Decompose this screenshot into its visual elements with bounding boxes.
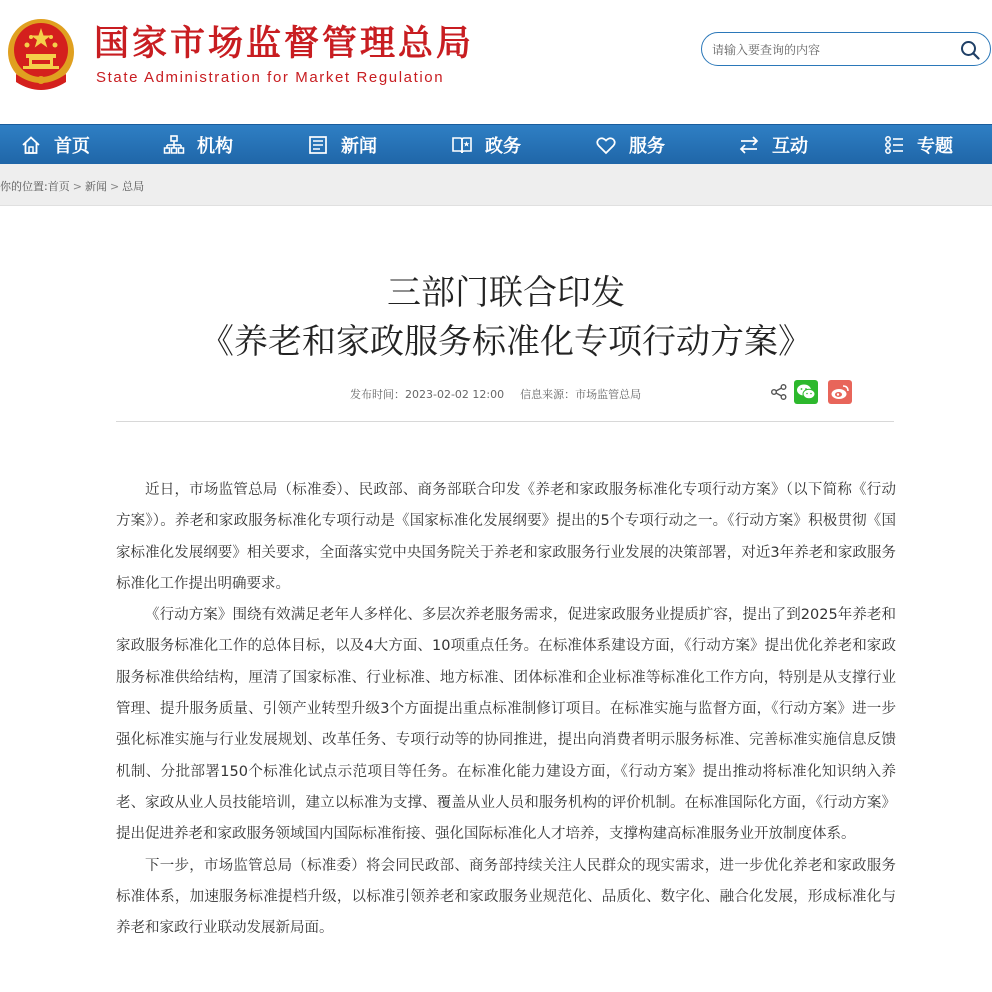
title-divider bbox=[116, 421, 894, 422]
publish-time: 发布时间：2023-02-02 12:00 bbox=[350, 388, 505, 401]
nav-label: 机构 bbox=[197, 136, 233, 157]
news-icon bbox=[307, 134, 329, 156]
national-emblem-icon[interactable] bbox=[6, 16, 76, 94]
weibo-share-button[interactable] bbox=[828, 380, 852, 404]
article-paragraph: 下一步，市场监管总局（标准委）将会同民政部、商务部持续关注人民群众的现实需求，进一步优化养老和家政服务标准体系，加速服务标准提档升级，以标准引领养老和家政服务业规范化、品质化、数字化、融合化发展，形成标准化与养老和家政行业联动发展新局面。 bbox=[116, 857, 896, 937]
breadcrumb-separator: > bbox=[72, 180, 82, 193]
breadcrumb-home[interactable]: 首页 bbox=[47, 180, 70, 193]
article-title-line2: 《养老和家政服务标准化专项行动方案》 bbox=[200, 322, 812, 362]
site-title[interactable]: 国家市场监督管理总局 bbox=[94, 24, 475, 64]
nav-label: 新闻 bbox=[341, 136, 377, 157]
nav-label: 专题 bbox=[917, 136, 953, 157]
nav-label: 互动 bbox=[772, 136, 808, 157]
nav-item-news[interactable] bbox=[307, 125, 377, 165]
article-body bbox=[116, 475, 896, 944]
search-box bbox=[701, 32, 991, 66]
breadcrumb bbox=[0, 178, 144, 194]
breadcrumb-hq[interactable]: 总局 bbox=[122, 180, 145, 193]
wechat-share-button[interactable] bbox=[794, 380, 818, 404]
breadcrumb-bar bbox=[0, 164, 992, 206]
article-meta bbox=[350, 386, 641, 402]
info-source: 信息来源：市场监管总局 bbox=[520, 388, 642, 401]
nav-item-home[interactable] bbox=[20, 125, 90, 165]
breadcrumb-prefix: 你的位置: bbox=[0, 180, 48, 193]
article-paragraph: 近日，市场监管总局（标准委）、民政部、商务部联合印发《养老和家政服务标准化专项行动方案》（以下简称《行动方案》）。养老和家政服务标准化专项行动是《国家标准化发展纲要》提出的5个专项行动之一。《行动方案》积极贯彻《国家标准化发展纲要》相关要求，全面落实党中央国务院关于养老和家政服务行业发展的决策部署，对近3年养老和家政服务标准化工作提出明确要求。 bbox=[116, 482, 896, 592]
nav-item-interact[interactable] bbox=[738, 125, 808, 165]
share-bar bbox=[770, 379, 852, 405]
nav-item-topic[interactable] bbox=[883, 125, 953, 165]
site-header bbox=[0, 0, 992, 124]
heart-icon bbox=[595, 134, 617, 156]
search-icon[interactable] bbox=[960, 40, 980, 60]
article-paragraph: 《行动方案》围绕有效满足老年人多样化、多层次养老服务需求，促进家政服务业提质扩容，提出了到2025年养老和家政服务标准化工作的总体目标，以及4大方面、10项重点任务。在标准体系建设方面，《行动方案》提出优化养老和家政服务标准供给结构，厘清了国家标准、行业标准、地方标准、团体标准和企业标准等标准化工作方向，特别是从支撑行业管理、提升服务质量、引领产业转型升级3个方面提出重点标准制修订项目。在标准实施与监督方面，《行动方案》进一步强化标准实施与行业发展规划、改革任务、专项行动等的协同推进，提出向消费者明示服务标准、完善标准实施信息反馈机制、分批部署150个标准化试点示范项目等任务。在标准化能力建设方面，《行动方案》提出推动将标准化知识纳入养老、家政从业人员技能培训，建立以标准为支撑、覆盖从业人员和服务机构的评价机制。在标准国际化方面，《行动方案》提出促进养老和家政服务领域国内国际标准衔接、强化国际标准化人才培养，支撑构建高标准服务业开放制度体系。 bbox=[116, 607, 896, 843]
search-input[interactable] bbox=[712, 40, 952, 60]
breadcrumb-separator: > bbox=[109, 180, 120, 193]
topic-icon bbox=[883, 134, 905, 156]
org-icon bbox=[163, 134, 185, 156]
home-icon bbox=[20, 134, 42, 156]
share-icon[interactable] bbox=[770, 383, 788, 401]
exchange-icon bbox=[738, 134, 760, 156]
gov-icon bbox=[451, 134, 473, 156]
breadcrumb-news[interactable]: 新闻 bbox=[84, 180, 107, 193]
article-title-line1: 三部门联合印发 bbox=[387, 273, 625, 313]
wechat-icon bbox=[796, 383, 816, 401]
site-subtitle: State Administration for Market Regulation bbox=[96, 69, 445, 86]
main-nav bbox=[0, 124, 992, 164]
nav-item-org[interactable] bbox=[163, 125, 233, 165]
nav-item-service[interactable] bbox=[595, 125, 665, 165]
nav-label: 首页 bbox=[54, 136, 90, 157]
nav-label: 政务 bbox=[485, 136, 521, 157]
nav-label: 服务 bbox=[629, 136, 665, 157]
nav-item-gov[interactable] bbox=[451, 125, 521, 165]
weibo-icon bbox=[830, 383, 850, 401]
